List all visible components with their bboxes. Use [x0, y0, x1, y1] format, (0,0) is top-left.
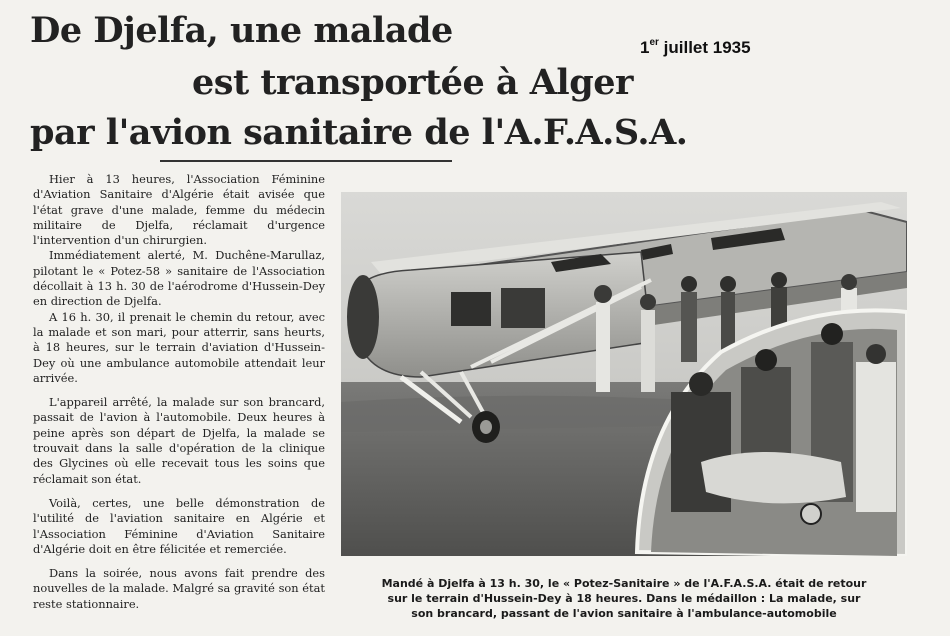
date-day: 1	[640, 38, 650, 57]
photo-caption	[338, 576, 910, 621]
airplane-photo-illustration	[341, 192, 907, 556]
article-paragraph: A 16 h. 30, il prenait le chemin du retour, avec la malade et son mari, pour atterrir, sans heurts, à 18 heures, sur le terrain d'aviation d'Hussein-Dey où une ambulance automobile attendait leur arrivée.	[33, 309, 325, 385]
date-suffix: er	[649, 37, 659, 48]
article-paragraph: L'appareil arrêté, la malade sur son brancard, passait de l'avion à l'automobile. Deux heures à peine après son départ de Djelfa, la malade se trouvait dans la salle d'opération de la clinique des Glycines où elle recevait tous les soins que réclamait son état.	[33, 395, 325, 486]
headline-divider	[160, 160, 452, 162]
headline-line-1: De Djelfa, une malade	[30, 10, 453, 51]
caption-line-2: sur le terrain d'Hussein-Dey à 18 heures. Dans le médaillon : La malade, sur	[387, 592, 861, 605]
article-column	[33, 172, 325, 636]
article-paragraph: Voilà, certes, une belle démonstration de l'utilité de l'aviation sanitaire en Algérie et l'Association Féminine d'Aviation Sanitaire d'Algérie doit en être félicitée et remerciée.	[33, 495, 325, 556]
caption-line-1: Mandé à Djelfa à 13 h. 30, le « Potez-Sanitaire » de l'A.F.A.S.A. était de retour	[381, 577, 867, 590]
caption-line-3: son brancard, passant de l'avion sanitaire à l'ambulance-automobile	[411, 607, 837, 620]
article-paragraph: Dans la soirée, nous avons fait prendre des nouvelles de la malade. Malgré sa gravité son état reste stationnaire.	[33, 566, 325, 611]
airplane-photo	[341, 192, 907, 556]
headline-line-3: par l'avion sanitaire de l'A.F.A.S.A.	[30, 112, 688, 153]
article-paragraph: Hier à 13 heures, l'Association Féminine d'Aviation Sanitaire d'Algérie était avisée que l'état grave d'une malade, femme du médecin militaire de Djelfa, réclamait d'urgence l'intervention d'un chirurgien.	[33, 172, 325, 248]
date-rest: juillet 1935	[663, 38, 751, 57]
article-paragraph: Immédiatement alerté, M. Duchêne-Marullaz, pilotant le « Potez-58 » sanitaire de l'Association décollait à 13 h. 30 de l'aérodrome d'Hussein-Dey en direction de Djelfa.	[33, 248, 325, 309]
publication-date	[640, 38, 751, 58]
headline-line-2: est transportée à Alger	[192, 62, 633, 103]
